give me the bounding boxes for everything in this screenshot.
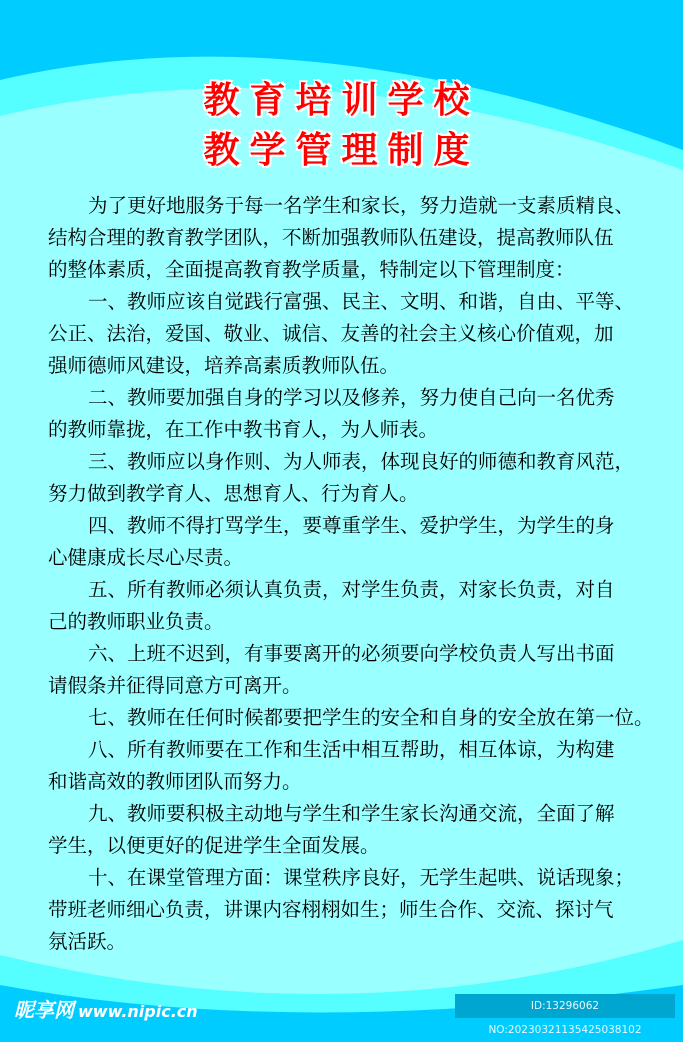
paragraph-line: 学生，以便更好的促进学生全面发展。	[48, 834, 380, 857]
paragraph-line: 五、所有教师必须认真负责，对学生负责，对家长负责，对自	[88, 578, 615, 601]
paragraph-line: 的整体素质，全面提高教育教学质量，特制定以下管理制度：	[48, 258, 575, 281]
paragraph-line: 的教师靠拢，在工作中教书育人，为人师表。	[48, 418, 439, 441]
paragraph-line: 氛活跃。	[48, 930, 127, 953]
paragraph-line: 带班老师细心负责，讲课内容栩栩如生；师生合作、交流、探讨气	[48, 898, 614, 921]
paragraph-line: 一、教师应该自觉践行富强、民主、文明、和谐，自由、平等、	[88, 290, 635, 313]
paragraph-line: 九、教师要积极主动地与学生和学生家长沟通交流，全面了解	[88, 802, 615, 825]
paragraph-line: 公正、法治，爱国、敬业、诚信、友善的社会主义核心价值观，加	[48, 322, 614, 345]
paragraph-line: 努力做到教学育人、思想育人、行为育人。	[48, 482, 419, 505]
paragraph-line: 十、在课堂管理方面：课堂秩序良好，无学生起哄、说话现象；	[88, 866, 635, 889]
paragraph-line: 二、教师要加强自身的学习以及修养，努力使自己向一名优秀	[88, 386, 615, 409]
title-line-1: 教育培训学校	[203, 79, 480, 121]
paragraph-line: 请假条并征得同意方可离开。	[48, 674, 302, 697]
title-line-2: 教学管理制度	[203, 129, 480, 171]
paragraph-line: 心健康成长尽心尽责。	[48, 546, 244, 569]
paragraph-line: 己的教师职业负责。	[48, 610, 224, 633]
paragraph-line: 八、所有教师要在工作和生活中相互帮助，相互体谅，为构建	[88, 738, 615, 761]
paragraph-line: 七、教师在任何时候都要把学生的安全和自身的安全放在第一位。	[88, 706, 654, 729]
paragraph-line: 六、上班不迟到，有事要离开的必须要向学校负责人写出书面	[88, 642, 615, 665]
image-id-label: ID:13296062 NO:20230321135425038102	[455, 994, 675, 1018]
paragraph-line: 和谐高效的教师团队而努力。	[48, 770, 302, 793]
paragraph-line: 强师德师风建设，培养高素质教师队伍。	[48, 354, 400, 377]
nipic-logo	[14, 994, 198, 1023]
paragraph-line: 三、教师应以身作则、为人师表，体现良好的师德和教育风范，	[88, 450, 635, 473]
paragraph-line: 四、教师不得打骂学生，要尊重学生、爱护学生，为学生的身	[88, 514, 615, 537]
paragraph-line: 为了更好地服务于每一名学生和家长，努力造就一支素质精良、	[88, 194, 635, 217]
paragraph-line: 结构合理的教育教学团队，不断加强教师队伍建设，提高教师队伍	[48, 226, 614, 249]
regulations-body	[48, 190, 654, 958]
logo-text: 昵享网	[14, 998, 74, 1022]
logo-url: www.nipic.cn	[78, 1002, 198, 1021]
